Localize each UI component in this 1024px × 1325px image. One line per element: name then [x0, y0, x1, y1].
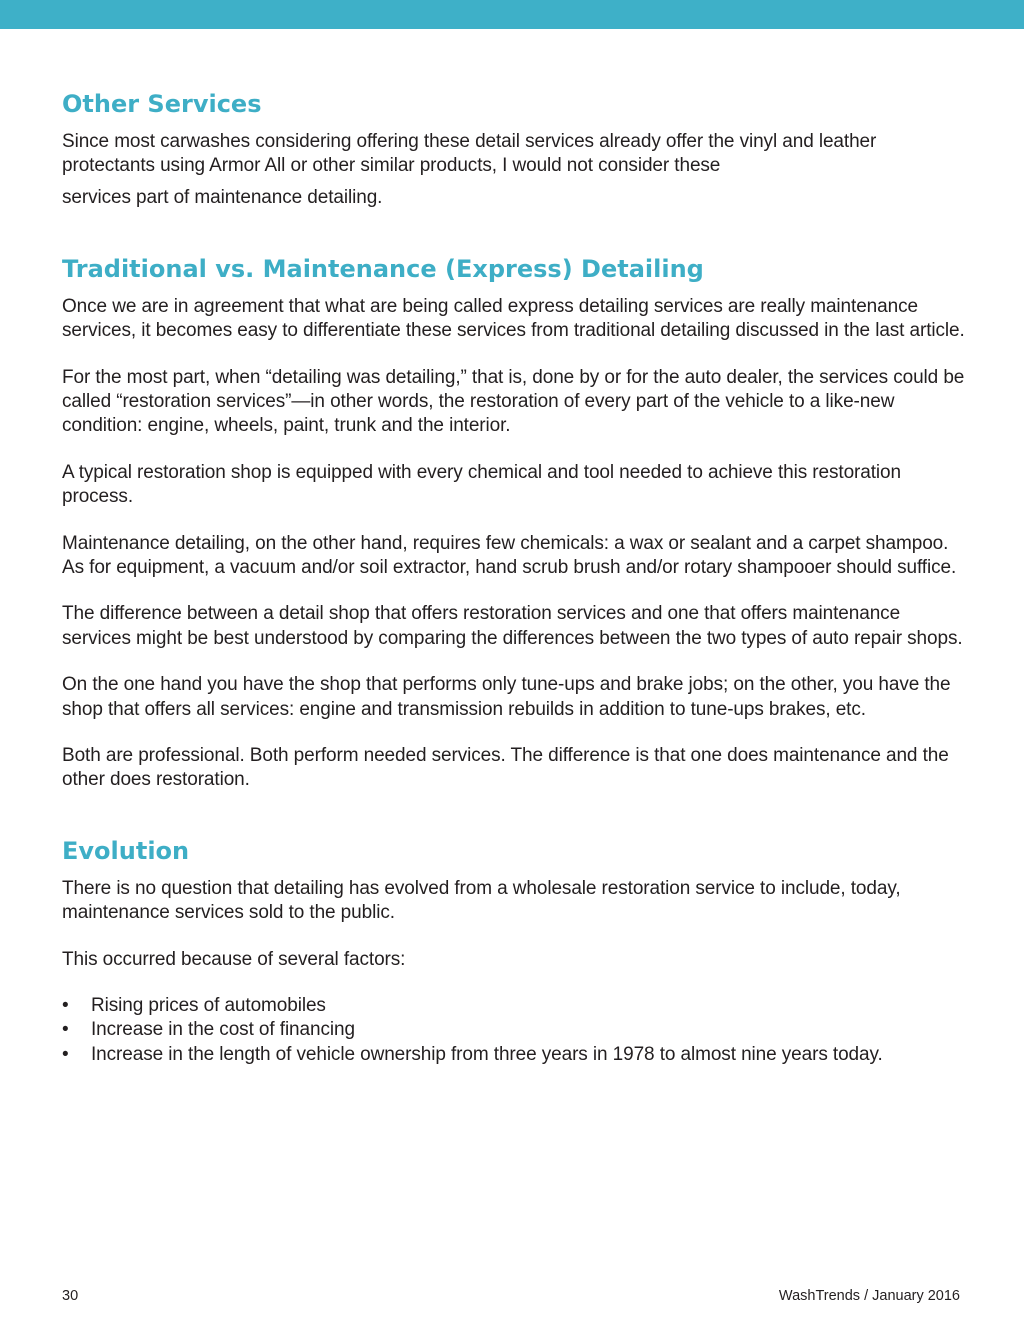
section-evolution — [62, 835, 967, 1067]
paragraph: Maintenance detailing, on the other hand, requires few chemicals: a wax or sealant and a carpet shampoo. As for equipment, a vacuum and/or soil extractor, hand scrub brush and/or rotary shampooer should suffice. — [62, 532, 957, 578]
paragraph: On the one hand you have the shop that performs only tune-ups and brake jobs; on the other, you have the shop that offers all services: engine and transmission rebuilds in addition to tune-ups brakes, etc. — [62, 674, 951, 720]
paragraph: Since most carwashes considering offering these detail services already offer the vinyl and leather protectants using Armor All or other similar products, I would not consider these — [62, 131, 877, 177]
paragraph: A typical restoration shop is equipped with every chemical and tool needed to achieve this restoration process. — [62, 461, 901, 507]
section-heading: Traditional vs. Maintenance (Express) Detailing — [62, 254, 704, 283]
bullet-icon: • — [62, 1043, 69, 1065]
section-heading: Evolution — [62, 836, 190, 865]
factors-list — [62, 994, 967, 1067]
bullet-icon: • — [62, 995, 69, 1017]
page-number: 30 — [62, 1288, 79, 1304]
list-item-text: Rising prices of automobiles — [91, 995, 326, 1017]
list-item-text: Increase in the length of vehicle ownership from three years in 1978 to almost nine years today. — [91, 1043, 883, 1065]
article-body — [62, 88, 967, 1067]
publication-footer: WashTrends / January 2016 — [778, 1288, 960, 1304]
paragraph: This occurred because of several factors: — [62, 948, 406, 970]
section-traditional-vs-maintenance — [62, 253, 967, 793]
bullet-icon: • — [62, 1019, 69, 1041]
list-item — [62, 1018, 967, 1042]
section-heading: Other Services — [62, 90, 262, 118]
paragraph: For the most part, when “detailing was detailing,” that is, done by or for the auto dealer, the services could be called “restoration services”—in other words, the restoration of every part of the vehicle to a like-new condition: engine, wheels, paint, trunk and the interior. — [62, 366, 965, 436]
paragraph: Once we are in agreement that what are being called express detailing services are really maintenance services, it becomes easy to differentiate these services from traditional detailing discussed in the last article. — [62, 295, 965, 341]
list-item — [62, 1043, 967, 1067]
list-item — [62, 994, 967, 1018]
paragraph: Both are professional. Both perform needed services. The difference is that one does maintenance and the other does restoration. — [62, 745, 949, 791]
section-other-services — [62, 88, 967, 211]
paragraph: services part of maintenance detailing. — [62, 187, 383, 209]
paragraph: There is no question that detailing has evolved from a wholesale restoration service to include, today, maintenance services sold to the public. — [62, 877, 901, 923]
paragraph: The difference between a detail shop that offers restoration services and one that offers maintenance services might be best understood by comparing the differences between the two types of auto repair shops. — [62, 603, 963, 649]
top-accent-band — [0, 0, 1024, 29]
list-item-text: Increase in the cost of financing — [91, 1019, 355, 1041]
